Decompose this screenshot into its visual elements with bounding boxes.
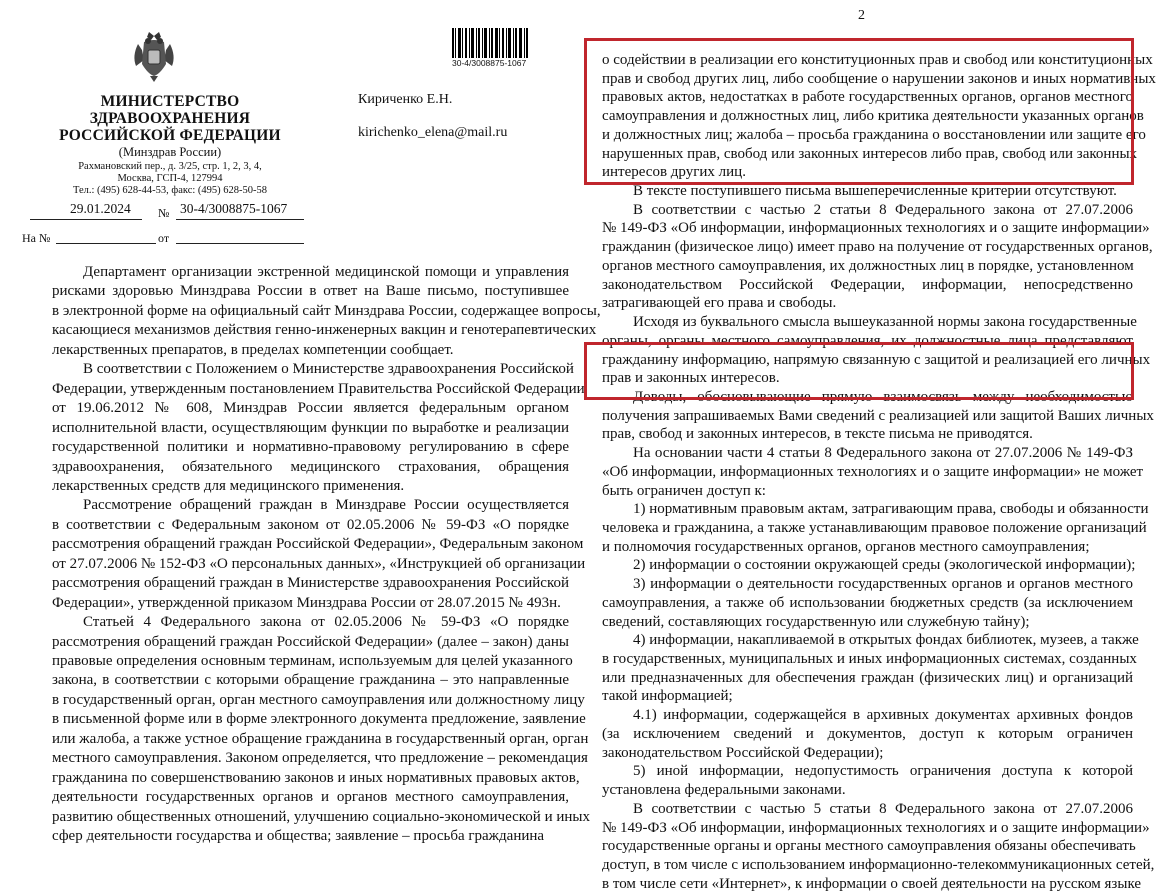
text-line: 4) информации, накапливаемой в открытых фондах библиотек, музеев, а также	[633, 632, 1139, 648]
text-line: Федерации, утвержденным постановлением Правительства Российской Федерации	[52, 381, 585, 397]
text-line: рассмотрения обращений граждан в Министерстве здравоохранения Российской	[52, 575, 569, 591]
text-line: Департамент организации экстренной медицинской помощи и управления	[83, 264, 569, 280]
text-line: правовые определения основным терминам, используемым для целей указанного	[52, 653, 573, 669]
text-line: законодательством Российской Федерации, информации, непосредственно	[602, 277, 1133, 293]
org-name-line-3: РОССИЙСКОЙ ФЕДЕРАЦИИ	[59, 127, 281, 144]
letter-date: 29.01.2024	[70, 201, 131, 216]
text-line: и должностных лиц; жалоба – просьба гражданина о восстановлении или защите его	[602, 127, 1146, 143]
text-line: в государственных, муниципальных и иных информационных системах, созданных	[602, 651, 1137, 667]
text-line: установлена федеральными законами.	[602, 782, 846, 798]
text-line: гражданину информацию, напрямую связанную с защитой и реализацией его личных	[602, 352, 1151, 368]
text-line: деятельности государственных органов и органов местного самоуправления,	[52, 789, 569, 805]
address-line: Рахмановский пер., д. 3/25, стр. 1, 2, 3, 4,	[78, 161, 262, 172]
letter-page-1	[0, 0, 601, 844]
number-underline	[176, 219, 304, 220]
text-line: лекарственных препаратов, в пределах компетенции сообщает.	[52, 342, 454, 358]
text-line: человека и гражданина, а также устанавливающим правовое положение организаций	[602, 520, 1147, 536]
text-line: № 149-ФЗ «Об информации, информационных технологиях и о защите информации»	[602, 820, 1150, 836]
text-line: затрагивающей его права и свободы.	[602, 295, 837, 311]
text-line: законодательством Российской Федерации);	[602, 745, 884, 761]
text-line: В тексте поступившего письма вышеперечисленные критерии отсутствуют.	[633, 183, 1117, 199]
org-short-name: (Минздрав России)	[118, 145, 222, 159]
text-line: органов местного самоуправления, их должностных лиц в порядке, установленном	[602, 258, 1134, 274]
text-line: Федерации», утвержденной приказом Минздрава России от 28.07.2015 № 493н.	[52, 595, 561, 611]
text-line: местного самоуправления. Законом определяется, что предложение – рекомендация	[52, 750, 588, 766]
text-line: прав и свобод других лиц, либо сообщение о нарушении законов и иных нормативных	[602, 71, 1156, 87]
text-line: прав и законных интересов.	[602, 370, 780, 386]
text-line: получения запрашиваемых Вами сведений с реализацией или защитой Ваших личных	[602, 408, 1154, 424]
text-line: 1) нормативным правовым актам, затрагивающим права, свободы и обязанности	[633, 501, 1149, 517]
text-line: 2) информации о состоянии окружающей среды (экологической информации);	[633, 557, 1136, 573]
address-line: Тел.: (495) 628-44-53, факс: (495) 628-50-58	[72, 185, 268, 196]
text-line: нарушенных прав, свобод или законных интересов либо прав, свобод или законных	[602, 146, 1138, 162]
text-line: Статьей 4 Федерального закона от 02.05.2006 № 59-ФЗ «О порядке	[83, 614, 569, 630]
text-line: рисками здоровью Минздрава России в ответ на Ваше письмо, поступившее	[52, 283, 569, 299]
org-address	[20, 161, 320, 197]
text-line: в письменной форме или в форме электронного документа предложение, заявление	[52, 711, 586, 727]
text-line: В соответствии с Положением о Министерстве здравоохранения Российской	[83, 361, 574, 377]
text-line: сфер деятельности государства и общества; заявление – просьба гражданина	[52, 828, 545, 844]
text-line: в том числе сети «Интернет», к информации о своей деятельности на русском языке	[602, 876, 1142, 892]
text-line: рассмотрения обращений граждан Российской Федерации» (далее – закон) даны	[52, 634, 569, 650]
text-line: 4.1) информации, содержащейся в архивных документах архивных фондов	[633, 707, 1133, 723]
recipient-name: Кириченко Е.Н.	[358, 92, 453, 107]
organization-block	[20, 93, 320, 160]
text-line: о содействии в реализации его конституционных прав и свобод или конституционных	[602, 52, 1153, 68]
text-line: Доводы, обосновывающие прямую взаимосвязь между необходимостью	[633, 389, 1133, 405]
letter-page-2	[590, 0, 1156, 892]
text-line: государственные органы и органы местного самоуправления обязаны обеспечивать	[602, 838, 1136, 854]
from-underline	[176, 243, 304, 244]
text-line: Рассмотрение обращений граждан в Минздраве России осуществляется	[83, 497, 569, 513]
text-line: интересов других лиц.	[602, 164, 746, 180]
date-underline	[30, 219, 142, 220]
text-line: органы, органы местного самоуправления, их должностные лица представляют	[602, 333, 1133, 349]
barcode-number: 30-4/3008875-1067	[452, 58, 527, 68]
text-line: № 149-ФЗ «Об информации, информационных технологиях и о защите информации»	[602, 220, 1150, 236]
text-line: самоуправления, а также об использовании бюджетных средств (за исключением	[602, 595, 1133, 611]
text-line: правовых актов, недостатках в работе государственных органов, органов местного	[602, 89, 1133, 105]
letter-number: 30-4/3008875-1067	[180, 201, 288, 216]
text-line: или предназначенных для обеспечения граждан (физических лиц) и организаций	[602, 670, 1133, 686]
org-name-line-2: ЗДРАВООХРАНЕНИЯ	[89, 110, 251, 127]
text-line: от 19.06.2012 № 608, Минздрав России является федеральным органом	[52, 400, 569, 416]
text-line: лекарственных средств для медицинского применения.	[52, 478, 405, 494]
org-name-line-1: МИНИСТЕРСТВО	[100, 93, 240, 110]
text-line: в соответствии с Федеральным законом от 02.05.2006 № 59-ФЗ «О порядке	[52, 517, 569, 533]
text-line: гражданин (физическое лицо) имеет право на получение от государственных органов,	[602, 239, 1153, 255]
text-line: и полномочия государственных органов, органов местного самоуправления;	[602, 539, 1090, 555]
text-line: доступ, в том числе с использованием информационно-телекоммуникационных сетей,	[602, 857, 1155, 873]
from-label: от	[158, 231, 170, 245]
text-line: в государственный орган, орган местного самоуправления или должностному лицу	[52, 692, 585, 708]
text-line: 3) информации о деятельности государственных органов и органов местного	[633, 576, 1133, 592]
number-label: №	[158, 206, 170, 220]
text-line: здравоохранения, обязательного медицинского страхования, обращения	[52, 459, 569, 475]
text-line: такой информацией;	[602, 688, 733, 704]
coat-of-arms-icon	[130, 30, 178, 84]
page-number: 2	[858, 8, 865, 23]
text-line: касающиеся механизмов действия генно-инженерных вакцин и генотерапевтических	[52, 322, 597, 338]
text-line: рассмотрения обращений граждан Российской Федерации», Федеральным законом	[52, 536, 584, 552]
text-line: «Об информации, информационных технологиях и о защите информации» не может	[602, 464, 1144, 480]
text-line: быть ограничен доступ к:	[602, 483, 766, 499]
highlight-box-criteria	[584, 38, 1156, 185]
text-line: гражданина по совершенствованию законов и иных нормативных правовых актов,	[52, 770, 580, 786]
text-line: На основании части 4 статьи 8 Федерального закона от 27.07.2006 № 149-ФЗ	[633, 445, 1133, 461]
text-line: сведений, составляющих государственную или служебную тайну);	[602, 614, 1030, 630]
in-reply-label: На №	[22, 231, 51, 245]
text-line: от 27.07.2006 № 152-ФЗ «О персональных данных», «Инструкцией об организации	[52, 556, 586, 572]
recipient-email: kirichenko_elena@mail.ru	[358, 125, 508, 140]
text-line: в электронной форме на официальный сайт Минздрава России, содержащее вопросы,	[52, 303, 601, 319]
text-line: исполнительной власти, осуществляющим функции по выработке и реализации	[52, 420, 569, 436]
text-line: самоуправления и должностных лиц, либо критика деятельности указанных органов	[602, 108, 1144, 124]
text-line: развитию общественных отношений, улучшению социально-экономической и иных	[52, 809, 590, 825]
text-line: В соответствии с частью 5 статьи 8 Федерального закона от 27.07.2006	[633, 801, 1133, 817]
text-line: В соответствии с частью 2 статьи 8 Федерального закона от 27.07.2006	[633, 202, 1133, 218]
text-line: прав, свобод и законных интересов, в тексте письма не приводятся.	[602, 426, 1033, 442]
text-line: 5) иной информации, недопустимость ограничения доступа к которой	[633, 763, 1133, 779]
text-line: Исходя из буквального смысла вышеуказанной нормы закона государственные	[633, 314, 1137, 330]
barcode-icon	[452, 28, 528, 58]
text-line: закона, в соответствии с которыми обращение гражданина – это направленные	[52, 672, 569, 688]
text-line: или жалоба, а также устное обращение гражданина в государственный орган, орган	[52, 731, 589, 747]
text-line: (за исключением сведений и документов, доступ к которым ограничен	[602, 726, 1133, 742]
address-line: Москва, ГСП-4, 127994	[117, 173, 223, 184]
text-line: государственной политики и нормативно-правовому регулированию в сфере	[52, 439, 569, 455]
highlight-box-arguments	[584, 342, 1151, 400]
in-reply-underline	[56, 243, 156, 244]
